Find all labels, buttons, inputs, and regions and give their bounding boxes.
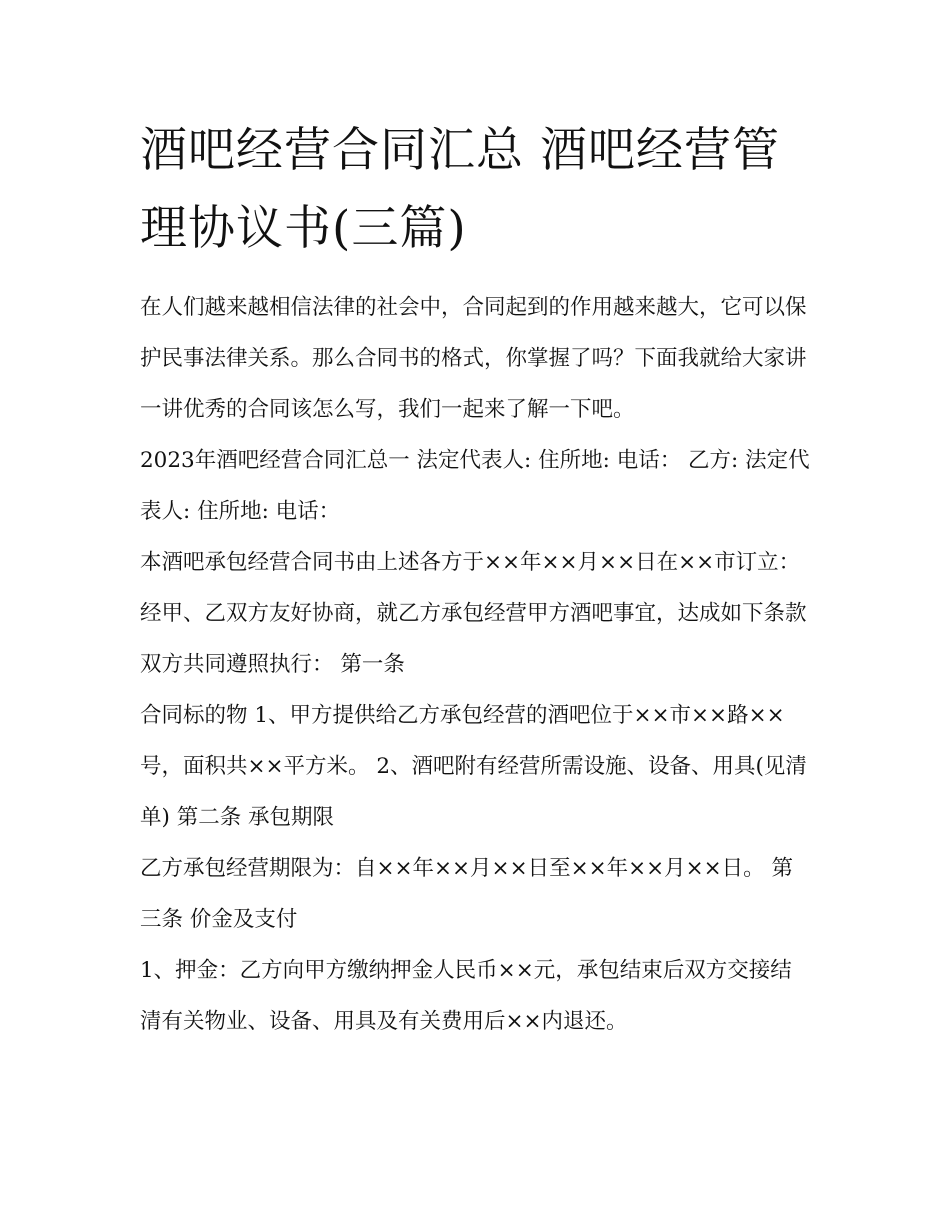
paragraph-intro: 在人们越来越相信法律的社会中，合同起到的作用越来越大，它可以保护民事法律关系。那么合同书的格式，你掌握了吗？下面我就给大家讲一讲优秀的合同该怎么写，我们一起来了解一下吧。: [140, 295, 807, 422]
paragraph-subject-matter: 合同标的物 1、甲方提供给乙方承包经营的酒吧位于××市××路××号，面积共××平方米。 2、酒吧附有经营所需设施、设备、用具(见清单) 第二条 承包期限: [140, 703, 807, 830]
document-title: 酒吧经营合同汇总 酒吧经营管理协议书(三篇): [140, 123, 780, 256]
paragraph-term: 乙方承包经营期限为：自××年××月××日至××年××月××日。 第三条 价金及支付: [140, 856, 794, 932]
paragraph-parties: 2023年酒吧经营合同汇总一 法定代表人: 住所地: 电话： 乙方: 法定代表人: 住所地: 电话：: [140, 448, 810, 524]
paragraph-deposit: 1、押金：乙方向甲方缴纳押金人民币××元，承包结束后双方交接结清有关物业、设备、用具及有关费用后××内退还。: [140, 958, 792, 1034]
document-page: [140, 112, 812, 1047]
paragraph-signing: 本酒吧承包经营合同书由上述各方于××年××月××日在××市订立： 经甲、乙双方友好协商，就乙方承包经营甲方酒吧事宜，达成如下条款双方共同遵照执行： 第一条: [140, 550, 807, 677]
